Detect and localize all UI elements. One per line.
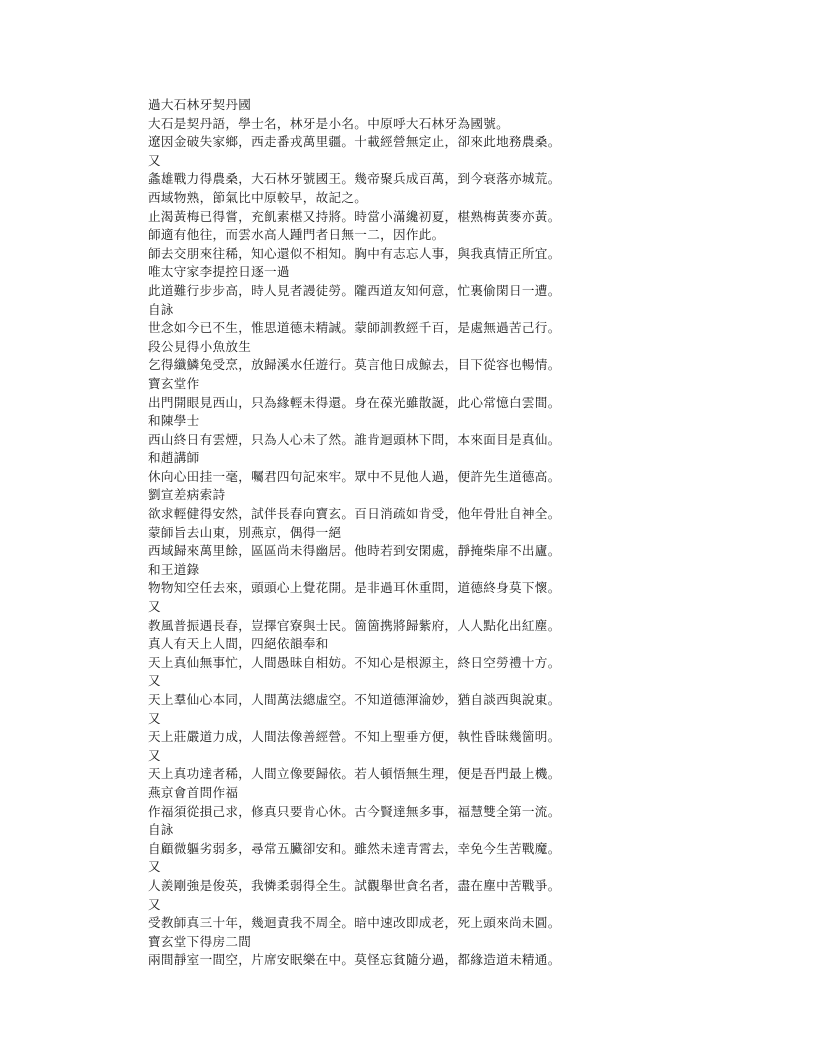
- poem-verse: 西域歸來萬里餘，區區尚未得幽居。他時若到安閑處，靜掩柴扉不出廬。: [148, 543, 561, 559]
- poem-verse: 螽雄戰力得農桑，大石林牙號國王。幾帝聚兵成百萬，到今衰落亦城荒。: [148, 171, 561, 187]
- note-line: 大石是契丹語，學士名，林牙是小名。中原呼大石林牙為國號。: [148, 115, 510, 131]
- poem-title: 又: [148, 710, 161, 726]
- poem-verse: 兩間靜室一間空，片席安眠樂在中。莫怪忘貧隨分過，都緣造道未精通。: [148, 952, 561, 968]
- poem-title: 和王道錄: [148, 561, 200, 577]
- poem-title: 又: [148, 673, 161, 689]
- poem-verse: 世念如今已不生，惟思道德未精誠。蒙師訓教經千百，是處無過苦己行。: [148, 320, 561, 336]
- poem-verse: 休向心田挂一毫，囑君四句記來牢。眾中不見他人過，便許先生道德高。: [148, 468, 561, 484]
- poem-verse: 西山終日有雲煙，只為人心未了然。誰肯迴頭林下問，本來面目是真仙。: [148, 431, 561, 447]
- poem-title: 唯太守家李提控日逐一過: [148, 264, 290, 280]
- note-line: 師適有他往，而雲水高人踵門者日無一二，因作此。: [148, 227, 445, 243]
- poem-verse: 止渴黃梅已得嘗，充飢素椹又持將。時當小滿纔初夏，椹熟梅黃麥亦黃。: [148, 208, 561, 224]
- poem-title: 寶玄堂作: [148, 375, 200, 391]
- poem-title: 又: [148, 859, 161, 875]
- poem-title: 又: [148, 896, 161, 912]
- poem-verse: 天上羣仙心本同，人間萬法總虛空。不知道德渾淪妙，猶自談西與說東。: [148, 692, 561, 707]
- poem-verse: 乞得纖鱗兔受烹，放歸溪水任遊行。莫言他日成鯨去，目下從容也暢情。: [148, 357, 561, 373]
- poem-title: 和趙講師: [148, 450, 200, 466]
- poem-verse: 此道難行步步高，時人見者謾徒勞。隴西道友知何意，忙裏偷閑日一遭。: [148, 282, 561, 298]
- poem-verse: 師去交朋來往稀，知心還似不相知。胸中有志忘人事，與我真情正所宜。: [148, 245, 561, 261]
- poem-title: 劉宣差病索詩: [148, 487, 226, 503]
- poem-verse: 作福須從損己求，修真只要肯心休。古今賢達無多事，福慧雙全第一流。: [148, 803, 561, 819]
- poem-title: 段公見得小魚放生: [148, 338, 252, 354]
- poem-verse: 欲求輕健得安然，試伴長春向寶玄。百日消疏如肯受，他年骨壯自神全。: [148, 506, 561, 522]
- poem-verse: 自顧微軀劣弱多，尋常五臟卻安和。雖然未達青霄去，幸免今生苦戰魔。: [148, 840, 561, 856]
- note-line: 西域物熟，節氣比中原較早，故記之。: [148, 189, 368, 205]
- poem-verse: 教風普振遇長春，豈擇官寮與士民。箇箇携將歸紫府，人人點化出紅塵。: [148, 617, 561, 633]
- poem-title: 又: [148, 599, 161, 615]
- poem-verse: 物物知空任去來，頭頭心上覺花開。是非過耳休重問，道德終身莫下懷。: [148, 580, 561, 596]
- document-body: [148, 96, 608, 970]
- poem-verse: 人羨剛強是俊英，我憐柔弱得全生。試觀舉世貪名者，盡在塵中苦戰爭。: [148, 877, 561, 893]
- poem-verse: 天上真功達者稀，人間立像要歸依。若人頓悟無生理，便是吾門最上機。: [148, 766, 561, 782]
- poem-title: 又: [148, 747, 161, 763]
- poem-title: 蒙師旨去山東，別燕京，偶得一絕: [148, 524, 342, 540]
- poem-title: 又: [148, 152, 161, 168]
- poem-title: 自詠: [148, 301, 174, 317]
- poem-verse: 天上莊嚴道力成，人間法像善經營。不知上聖垂方便，執性昏昧幾箇明。: [148, 729, 561, 745]
- poem-title: 自詠: [148, 822, 174, 838]
- poem-verse: 遼因金破失家鄉，西走番戎萬里疆。十載經營無定止，卻來此地務農桑。: [148, 134, 561, 150]
- poem-verse: 出門開眼見西山，只為緣輕未得還。身在葆光雖散誕，此心常憶白雲間。: [148, 394, 561, 410]
- poem-title: 真人有天上人間，四絕依韻奉和: [148, 636, 329, 652]
- poem-title: 和陳學士: [148, 413, 200, 429]
- poem-title: 燕京會首問作福: [148, 784, 239, 800]
- poem-title: 寶玄堂下得房二間: [148, 933, 252, 949]
- poem-verse: 受教師真三十年，幾迴責我不周全。暗中速改即成老，死上頭來尚未圓。: [148, 915, 561, 931]
- poem-verse: 天上真仙無事忙，人間愚昧自相妨。不知心是根源主，終日空勞禮十方。: [148, 654, 561, 670]
- poem-title: 過大石林牙契丹國: [148, 97, 252, 112]
